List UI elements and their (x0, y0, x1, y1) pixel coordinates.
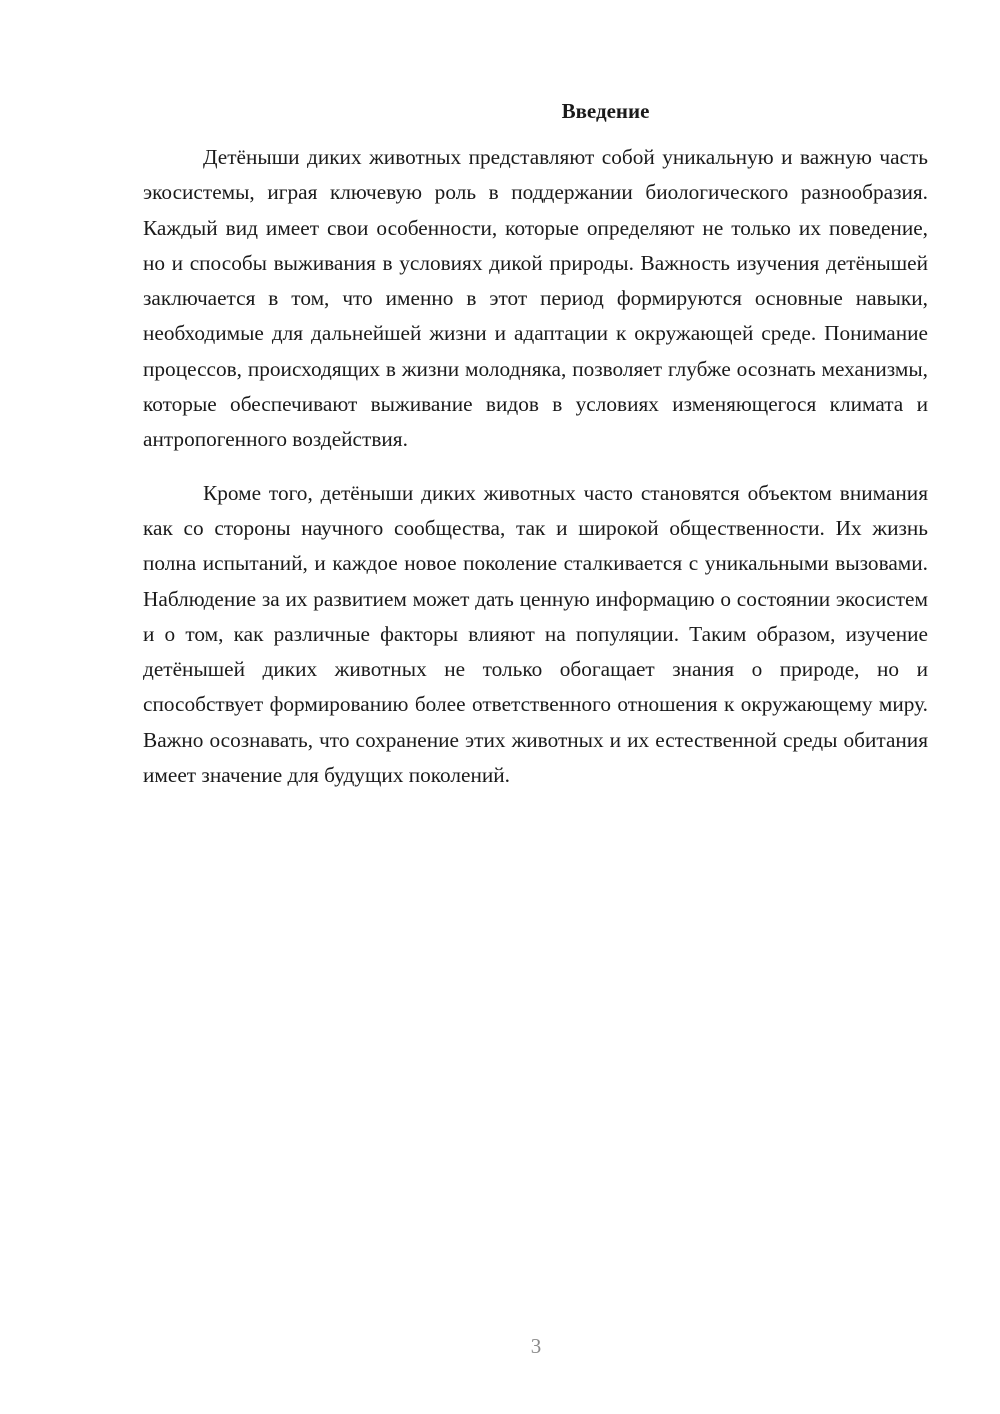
page-content (143, 96, 928, 793)
paragraph-second: Кроме того, детёныши диких животных часто становятся объектом внимания как со стороны научного сообщества, так и широкой общественности. Их жизнь полна испытаний, и каждое новое поколение сталкивается с уникальными вызовами. Наблюдение за их развитием может дать ценную информацию о состоянии экосистем и о том, как различные факторы влияют на популяции. Таким образом, изучение детёнышей диких животных не только обогащает знания о природе, но и способствует формированию более ответственного отношения к окружающему миру. Важно осознавать, что сохранение этих животных и их естественной среды обитания имеет значение для будущих поколений. (143, 480, 928, 788)
paragraph-intro: Детёныши диких животных представляют собой уникальную и важную часть экосистемы, играя ключевую роль в поддержании биологического разнообразия. Каждый вид имеет свои особенности, которые определяют не только их поведение, но и способы выживания в условиях дикой природы. Важность изучения детёнышей заключается в том, что именно в этот период формируются основные навыки, необходимые для дальнейшей жизни и адаптации к окружающей среде. Понимание процессов, происходящих в жизни молодняка, позволяет глубже осознать механизмы, которые обеспечивают выживание видов в условиях изменяющегося климата и антропогенного воздействия. (143, 145, 928, 452)
section-heading: Введение (561, 99, 650, 123)
page-number: 3 (530, 1334, 542, 1358)
